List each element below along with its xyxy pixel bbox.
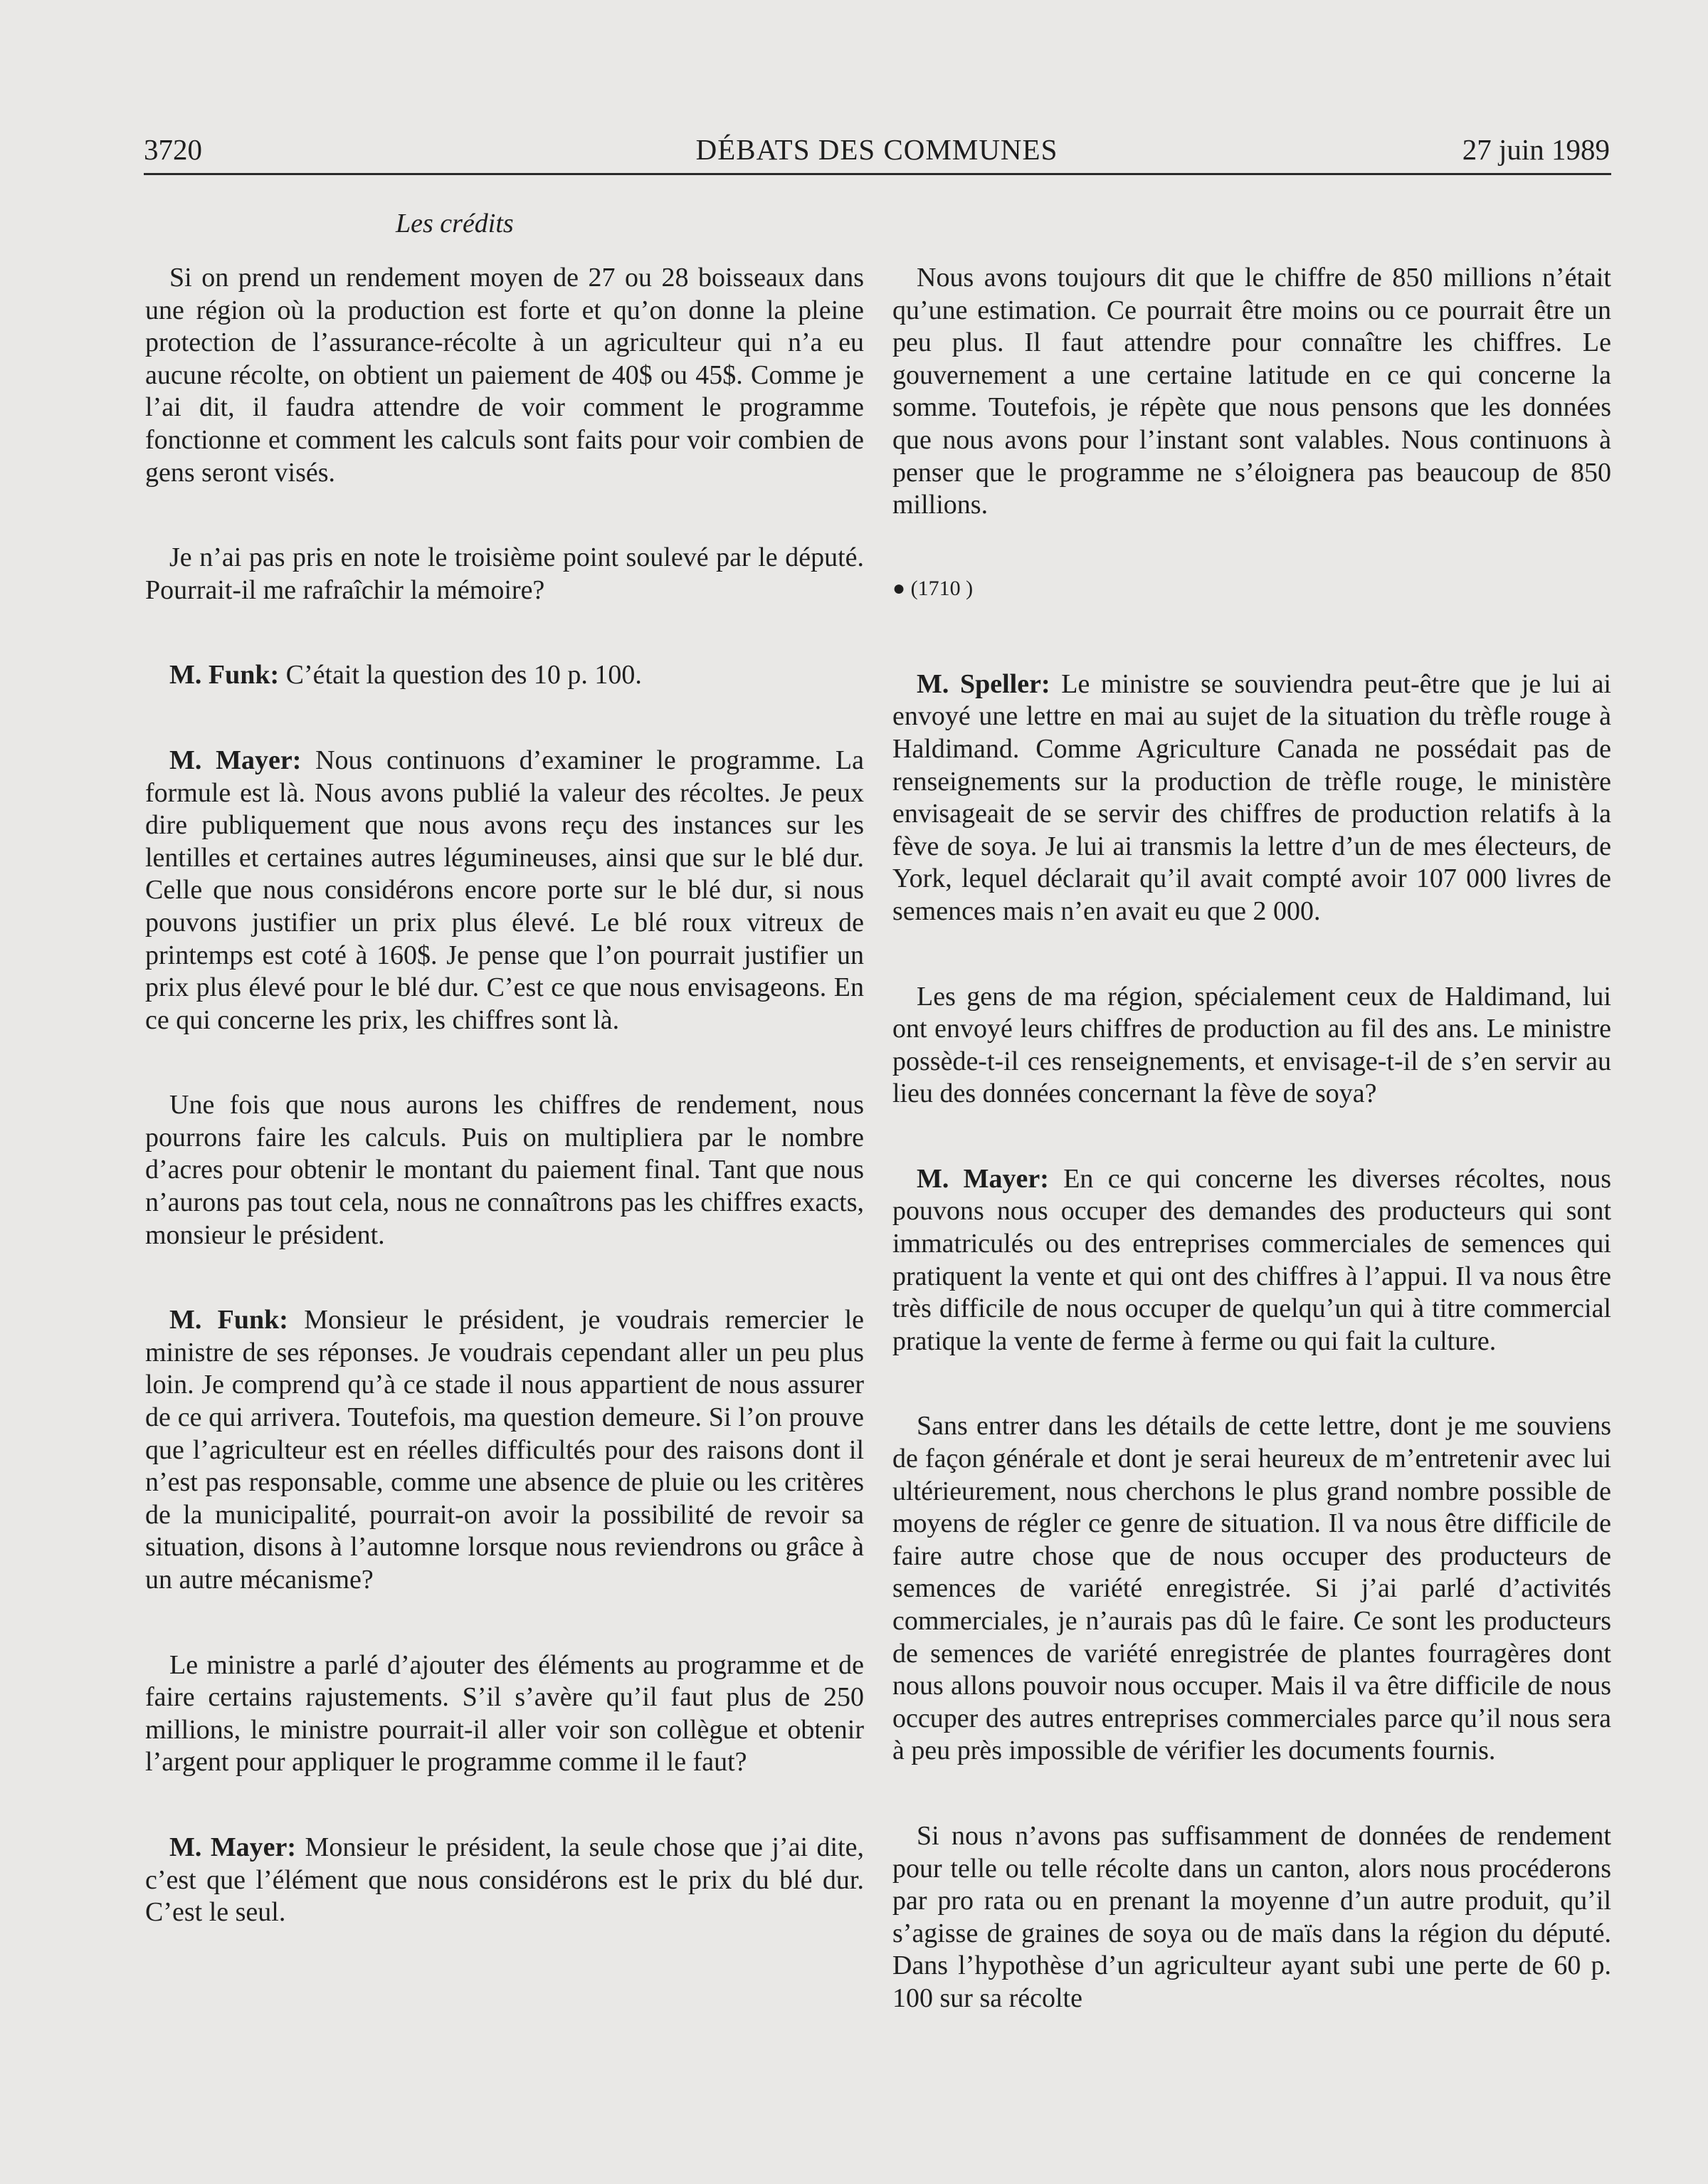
paragraph	[145, 1089, 864, 1251]
paragraph-text: C’était la question des 10 p. 100.	[279, 660, 642, 691]
paragraph	[892, 1410, 1611, 1768]
speaker-name: M. Mayer:	[169, 745, 302, 775]
paragraph	[145, 1649, 864, 1779]
paragraph	[145, 1304, 864, 1596]
paragraph-text: Monsieur le président, la seule chose que j’ai dite, c’est que l’élément que nous considérons est le prix du blé dur. C’est le seul.	[145, 1832, 865, 1928]
paragraph	[145, 262, 864, 489]
paragraph-text: Nous avons toujours dit que le chiffre de 850 millions n’était qu’une estimation. Ce pourrait être moins ou ce pourrait être un peu plus. Il faut attendre pour connaître les chiffres. Le gouvernement a une certaine latitude en ce qui concerne la somme. Toutefois, je répète que nous pensons que les données que nous avons pour l’instant sont valables. Nous continuons à penser que le programme ne s’éloignera pas beaucoup de 850 millions.	[892, 263, 1611, 520]
paragraph	[145, 659, 864, 692]
paragraph	[892, 981, 1611, 1111]
header-rule	[144, 173, 1611, 175]
page-header	[144, 132, 1610, 172]
paragraph-text: Je n’ai pas pris en note le troisième point soulevé par le député. Pourrait-il me rafraîchir la mémoire?	[145, 542, 864, 605]
right-column	[892, 262, 1611, 2068]
speaker-name: M. Funk:	[169, 1305, 288, 1335]
publication-date: 27 juin 1989	[1462, 133, 1610, 166]
time-marker	[892, 574, 1611, 603]
paragraph-text: Le ministre se souviendra peut-être que je lui ai envoyé une lettre en mai au sujet de la situation du trèfle rouge à Haldimand. Comme Agriculture Canada ne possédait pas de renseignements sur la production de trèfle rouge, le ministère envisageait de se servir des chiffres de production relatifs à la fève de soya. Je lui ai transmis la lettre d’un de mes électeurs, de York, lequel déclarait qu’il avait compté avoir 107 000 livres de semences mais n’en avait eu que 2 000.	[892, 668, 1611, 926]
paragraph	[145, 745, 864, 1036]
paragraph-text: Sans entrer dans les détails de cette lettre, dont je me souviens de façon générale et dont je serai heureux de m’entretenir avec lui ultérieurement, nous cherchons le plus grand nombre possible de moyens de régler ce genre de situation. Il va nous être difficile de faire autre chose que de nous occuper des producteurs de semences de variété enregistrée. Si j’ai parlé d’activités commerciales, je n’aurais pas dû le faire. Ce sont les producteurs de semences de variété enregistrée de plantes fourragères dont nous allons pouvoir nous occuper. Mais il va être difficile de nous occuper des autres entreprises commerciales parce qu’il nous sera à peu près impossible de vérifier les documents fournis.	[892, 1411, 1611, 1766]
bullet-icon: ●	[892, 576, 906, 600]
paragraph	[145, 542, 864, 607]
publication-title: DÉBATS DES COMMUNES	[695, 133, 1058, 166]
paragraph-text: Monsieur le président, je voudrais remercier le ministre de ses réponses. Je voudrais cependant aller un peu plus loin. Je comprend qu’à ce stade il nous appartient de nous assurer de ce qui arrivera. Toutefois, ma question demeure. Si l’on prouve que l’agriculteur est en réelles difficultés pour des raisons dont il n’est pas responsable, comme une absence de pluie ou les critères de la municipalité, pourrait-on avoir la possibilité de revoir sa situation, disons à l’automne lorsque nous reviendrons ou grâce à un autre mécanisme?	[145, 1305, 865, 1595]
paragraph	[145, 1832, 864, 1929]
paragraph	[892, 1820, 1611, 2015]
paragraph-text: Une fois que nous aurons les chiffres de rendement, nous pourrons faire les calculs. Puis on multipliera par le nombre d’acres pour obtenir le montant du paiement final. Tant que nous n’aurons pas tout cela, nous ne connaîtrons pas les chiffres exacts, monsieur le président.	[145, 1090, 864, 1250]
paragraph-text: Si on prend un rendement moyen de 27 ou 28 boisseaux dans une région où la production est forte et qu’on donne la pleine protection de l’assurance-récolte à un agriculteur qui n’a eu aucune récolte, on obtient un paiement de 40$ ou 45$. Comme je l’ai dit, il faudra attendre de voir comment le programme fonctionne et comment les calculs sont faits pour voir combien de gens seront visés.	[145, 263, 864, 488]
time-marker-text: (1710 )	[910, 576, 974, 600]
section-title: Les crédits	[396, 209, 514, 238]
paragraph	[892, 668, 1611, 928]
paragraph-text: En ce qui concerne les diverses récoltes, nous pouvons nous occuper des demandes des producteurs qui sont immatriculés ou des entreprises commerciales de semences qui pratiquent la vente et qui ont des chiffres à l’appui. Il va nous être très difficile de nous occuper de quelqu’un qui à titre commercial pratique la vente de ferme à ferme ou qui fait la culture.	[892, 1163, 1611, 1356]
speaker-name: M. Funk:	[169, 660, 280, 691]
paragraph-text: Nous continuons d’examiner le programme. La formule est là. Nous avons publié la valeur des récoltes. Je peux dire publiquement que nous avons reçu des instances sur les lentilles et certaines autres légumineuses, ainsi que sur le blé dur. Celle que nous considérons encore porte sur le blé dur, si nous pouvons justifier un prix plus élevé. Le blé roux vitreux de printemps est coté à 160$. Je pense que l’on pourrait justifier un prix plus élevé pour le blé dur. C’est ce que nous envisageons. En ce qui concerne les prix, les chiffres sont là.	[145, 745, 865, 1035]
paragraph-text: Les gens de ma région, spécialement ceux de Haldimand, lui ont envoyé leurs chiffres de production au fil des ans. Le ministre possède-t-il ces renseignements, et envisage-t-il de s’en servir au lieu des données concernant la fève de soya?	[892, 981, 1611, 1109]
paragraph-text: Le ministre a parlé d’ajouter des éléments au programme et de faire certains rajustements. S’il s’avère qu’il faut plus de 250 millions, le ministre pourrait-il aller voir son collègue et obtenir l’argent pour appliquer le programme comme il le faut?	[145, 1649, 864, 1778]
left-column	[145, 262, 864, 1982]
page-number: 3720	[144, 133, 202, 166]
speaker-name: M. Mayer:	[917, 1163, 1049, 1194]
speaker-name: M. Speller:	[917, 668, 1050, 699]
paragraph	[892, 262, 1611, 522]
paragraph-text: Si nous n’avons pas suffisamment de données de rendement pour telle ou telle récolte dans un canton, alors nous procéderons par pro rata ou en prenant la moyenne d’un autre produit, qu’il s’agisse de graines de soya ou de maïs dans la région du député. Dans l’hypothèse d’un agriculteur ayant subi une perte de 60 p. 100 sur sa récolte	[892, 1820, 1611, 2013]
speaker-name: M. Mayer:	[169, 1832, 297, 1862]
paragraph	[892, 1163, 1611, 1358]
